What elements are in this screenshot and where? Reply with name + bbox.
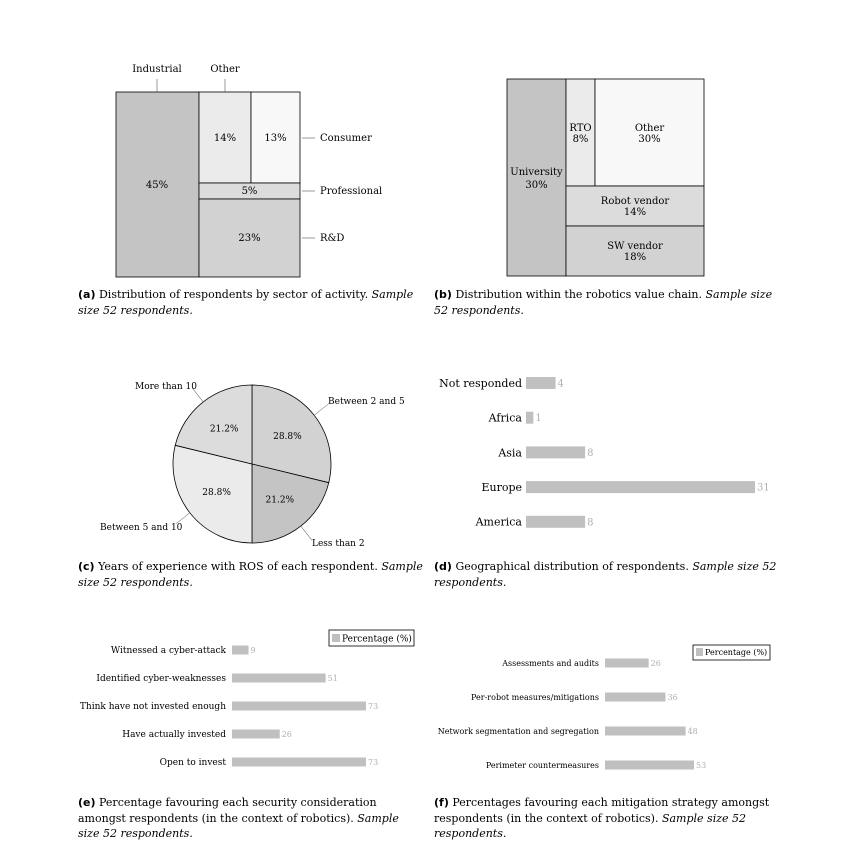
bar-e-bar-identified-cyber-weaknesses — [232, 674, 326, 683]
bar-d-value-africa: 1 — [535, 413, 542, 425]
caption-f-text: Percentages favouring each mitigation strategy amongst respondents (in the context of robotics). — [434, 796, 770, 825]
pie-c-value-less-than-2: 21.2% — [265, 495, 295, 506]
bar-d-bar-europe — [526, 481, 755, 493]
treemap-b-value-other: 30% — [638, 134, 661, 145]
treemap-a-label-industrial: Industrial — [132, 64, 182, 75]
bar-f-bar-perimeter-countermeasures — [605, 761, 694, 770]
bar-d-value-asia: 8 — [587, 447, 594, 459]
bar-f-value-per-robot-measures-mitigations: 36 — [667, 692, 678, 702]
bar-f-label-per-robot-measures-mitigations: Per-robot measures/mitigations — [471, 692, 599, 702]
pie-c-leader-less-than-2 — [301, 526, 312, 540]
legend-f-label: Percentage (%) — [705, 648, 768, 657]
bar-e-bar-open-to-invest — [232, 758, 366, 767]
caption-b-label: (b) — [434, 288, 452, 301]
bar-e-label-think-have-not-invested-enough: Think have not invested enough — [79, 702, 226, 713]
pie-c-label-less-than-2: Less than 2 — [312, 539, 365, 549]
caption-d-text: Geographical distribution of respondents. — [455, 560, 689, 573]
treemap-b-label-rto: RTO — [569, 123, 592, 134]
bar-e-bar-think-have-not-invested-enough — [232, 702, 366, 711]
treemap-a-value-professional: 5% — [241, 186, 258, 197]
caption-e-label: (e) — [78, 796, 96, 809]
caption-d — [434, 559, 779, 590]
caption-a — [78, 287, 423, 318]
bar-d-label-america: America — [475, 515, 522, 529]
pie-c-label-more-than-10: More than 10 — [135, 382, 198, 392]
legend-e-label: Percentage (%) — [342, 634, 412, 645]
bar-e-value-have-actually-invested: 26 — [281, 729, 292, 739]
caption-d-note: Sample size 52 respondents. — [434, 560, 777, 589]
treemap-a-value-rd: 23% — [238, 233, 261, 244]
caption-c — [78, 559, 423, 590]
bar-f-bar-per-robot-measures-mitigations — [605, 693, 665, 702]
treemap-a-value-other: 14% — [213, 133, 237, 144]
caption-a-note: Sample size 52 respondents. — [78, 288, 414, 317]
chart-d-geography-bars — [425, 355, 850, 555]
pie-c-label-between-2-and-5: Between 2 and 5 — [328, 397, 405, 407]
bar-e-label-witnessed-a-cyber-attack: Witnessed a cyber-attack — [110, 646, 226, 657]
bar-e-label-identified-cyber-weaknesses: Identified cyber-weaknesses — [96, 674, 226, 685]
treemap-b-label-sw-vendor: SW vendor — [607, 241, 663, 252]
pie-c-value-between-2-and-5: 28.8% — [273, 432, 302, 443]
pie-c-label-between-5-and-10: Between 5 and 10 — [100, 523, 183, 533]
bar-d-bar-america — [526, 516, 585, 528]
bar-e-label-open-to-invest: Open to invest — [159, 758, 226, 769]
chart-b-value-chain-treemap — [425, 0, 850, 290]
chart-a-sector-treemap — [0, 0, 425, 290]
bar-d-bar-africa — [526, 412, 533, 424]
bar-d-value-not-responded: 4 — [557, 378, 564, 390]
caption-e-note: Sample size 52 respondents. — [78, 811, 399, 840]
caption-d-label: (d) — [434, 560, 452, 573]
caption-b — [434, 287, 779, 318]
treemap-b-value-robot-vendor: 14% — [623, 207, 647, 218]
treemap-b-label-university: University — [510, 167, 563, 178]
treemap-a-label-rd: R&D — [320, 233, 345, 244]
pie-c-value-more-than-10: 21.2% — [209, 424, 239, 435]
bar-e-bar-have-actually-invested — [232, 730, 280, 739]
bar-f-value-perimeter-countermeasures: 53 — [696, 760, 707, 770]
legend-e-swatch — [332, 634, 340, 642]
bar-d-value-europe: 31 — [757, 482, 770, 494]
caption-c-note: Sample size 52 respondents. — [78, 560, 423, 589]
bar-e-value-identified-cyber-weaknesses: 51 — [327, 673, 338, 683]
caption-e-text: Percentage favouring each security consideration amongst respondents (in the context of robotics). — [78, 796, 377, 825]
treemap-a-label-other: Other — [210, 64, 240, 75]
treemap-b-label-robot-vendor: Robot vendor — [600, 196, 670, 207]
caption-f-note: Sample size 52 respondents. — [434, 811, 747, 840]
chart-f-mitigation-bars — [425, 620, 850, 790]
bar-d-label-not-responded: Not responded — [439, 376, 522, 390]
caption-c-text: Years of experience with ROS of each respondent. — [98, 560, 378, 573]
bar-e-value-think-have-not-invested-enough: 73 — [368, 701, 379, 711]
bar-e-bar-witnessed-a-cyber-attack — [232, 646, 249, 655]
treemap-a-value-consumer: 13% — [264, 133, 287, 144]
caption-a-label: (a) — [78, 288, 96, 301]
bar-d-value-america: 8 — [587, 517, 594, 529]
bar-e-value-open-to-invest: 73 — [368, 757, 379, 767]
bar-d-label-europe: Europe — [481, 480, 522, 494]
pie-c-value-between-5-and-10: 28.8% — [202, 487, 231, 498]
bar-f-value-assessments-and-audits: 26 — [650, 658, 661, 668]
caption-e — [78, 795, 423, 842]
bar-d-bar-not-responded — [526, 377, 556, 389]
treemap-b-label-other: Other — [634, 123, 665, 134]
bar-f-bar-network-segmentation-and-segregation — [605, 727, 686, 736]
legend-f-swatch — [696, 648, 703, 656]
treemap-a-label-professional: Professional — [320, 186, 383, 197]
bar-e-label-have-actually-invested: Have actually invested — [122, 730, 226, 741]
bar-d-label-africa: Africa — [488, 411, 522, 425]
pie-c-leader-between-2-and-5 — [314, 404, 328, 415]
bar-d-label-asia: Asia — [498, 446, 522, 460]
caption-b-note: Sample size 52 respondents. — [434, 288, 773, 317]
caption-f — [434, 795, 779, 842]
treemap-a-value-industrial: 45% — [145, 180, 169, 191]
bar-f-label-assessments-and-audits: Assessments and audits — [502, 658, 599, 668]
treemap-a-label-consumer: Consumer — [320, 133, 372, 144]
caption-b-text: Distribution within the robotics value chain. — [455, 288, 703, 301]
caption-f-label: (f) — [434, 796, 449, 809]
chart-c-experience-pie — [0, 355, 425, 555]
treemap-b-value-university: 30% — [525, 180, 548, 191]
bar-f-bar-assessments-and-audits — [605, 659, 649, 668]
bar-f-label-network-segmentation-and-segregation: Network segmentation and segregation — [437, 726, 599, 736]
bar-f-value-network-segmentation-and-segregation: 48 — [687, 726, 698, 736]
treemap-b-value-rto: 8% — [572, 134, 589, 145]
bar-d-bar-asia — [526, 446, 585, 458]
bar-f-label-perimeter-countermeasures: Perimeter countermeasures — [485, 760, 599, 770]
chart-e-security-bars — [0, 620, 425, 790]
caption-c-label: (c) — [78, 560, 95, 573]
caption-a-text: Distribution of respondents by sector of activity. — [98, 288, 369, 301]
treemap-b-value-sw-vendor: 18% — [623, 252, 647, 263]
bar-e-value-witnessed-a-cyber-attack: 9 — [250, 645, 256, 655]
